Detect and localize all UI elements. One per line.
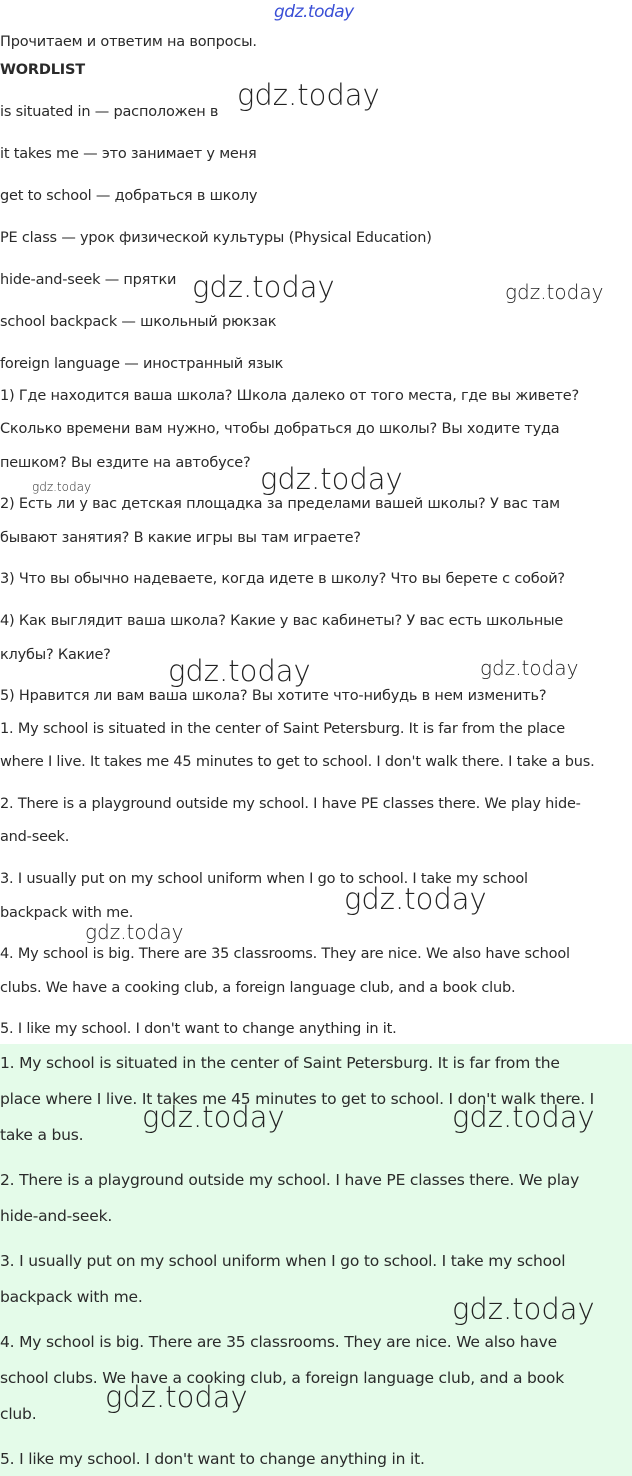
watermark: gdz.today bbox=[480, 656, 579, 680]
watermark: gdz.today bbox=[237, 78, 380, 112]
highlighted-answer-line: 4. My school is big. There are 35 classrooms. They are nice. We also have bbox=[0, 1333, 557, 1351]
answer-line: where I live. It takes me 45 minutes to get to school. I don't walk there. I take a bus. bbox=[0, 754, 595, 770]
watermark: gdz.today bbox=[452, 1292, 595, 1326]
answer-line: 2. There is a playground outside my school. I have PE classes there. We play hide- bbox=[0, 796, 581, 812]
watermark: gdz.today bbox=[32, 480, 92, 494]
watermark: gdz.today bbox=[260, 462, 403, 496]
wordlist-item: is situated in — расположен в bbox=[0, 104, 219, 120]
highlighted-answer-line: 5. I like my school. I don't want to change anything in it. bbox=[0, 1450, 425, 1468]
wordlist-item: school backpack — школьный рюкзак bbox=[0, 314, 277, 330]
answer-line: 4. My school is big. There are 35 classrooms. They are nice. We also have school bbox=[0, 946, 570, 962]
question-line: 3) Что вы обычно надеваете, когда идете в школу? Что вы берете с собой? bbox=[0, 571, 565, 587]
answer-line: backpack with me. bbox=[0, 905, 134, 921]
watermark: gdz.today bbox=[168, 654, 311, 688]
highlighted-answer-line: place where I live. It takes me 45 minutes to get to school. I don't walk there. I bbox=[0, 1090, 595, 1108]
watermark: gdz.today bbox=[344, 882, 487, 916]
watermark: gdz.today bbox=[142, 1100, 285, 1134]
wordlist-item: hide-and-seek — прятки bbox=[0, 272, 177, 288]
highlighted-answer-line: 2. There is a playground outside my school. I have PE classes there. We play bbox=[0, 1171, 580, 1189]
answer-line: 1. My school is situated in the center of Saint Petersburg. It is far from the place bbox=[0, 721, 565, 737]
wordlist-item: it takes me — это занимает у меня bbox=[0, 146, 257, 162]
wordlist-item: get to school — добраться в школу bbox=[0, 188, 258, 204]
watermark: gdz.today bbox=[85, 920, 184, 944]
wordlist-item: PE class — урок физической культуры (Physical Education) bbox=[0, 230, 432, 246]
highlighted-answer-line: backpack with me. bbox=[0, 1288, 143, 1306]
watermark: gdz.today bbox=[505, 280, 604, 304]
wordlist-item: foreign language — иностранный язык bbox=[0, 356, 284, 372]
highlighted-answer-line: take a bus. bbox=[0, 1126, 84, 1144]
intro-text: Прочитаем и ответим на вопросы. bbox=[0, 34, 257, 50]
site-logo: gdz.today bbox=[274, 2, 354, 22]
question-line: Сколько времени вам нужно, чтобы добраться до школы? Вы ходите туда bbox=[0, 421, 560, 437]
answer-line: clubs. We have a cooking club, a foreign language club, and a book club. bbox=[0, 980, 516, 996]
watermark: gdz.today bbox=[105, 1380, 248, 1414]
watermark: gdz.today bbox=[192, 270, 335, 304]
question-line: 2) Есть ли у вас детская площадка за пределами вашей школы? У вас там bbox=[0, 496, 560, 512]
question-line: клубы? Какие? bbox=[0, 647, 111, 663]
question-line: 1) Где находится ваша школа? Школа далеко от того места, где вы живете? bbox=[0, 388, 580, 404]
highlighted-answer-line: club. bbox=[0, 1405, 37, 1423]
answer-line: 3. I usually put on my school uniform when I go to school. I take my school bbox=[0, 871, 528, 887]
highlighted-answer-line: 3. I usually put on my school uniform when I go to school. I take my school bbox=[0, 1252, 566, 1270]
watermark: gdz.today bbox=[452, 1100, 595, 1134]
wordlist-title: WORDLIST bbox=[0, 62, 85, 78]
answer-line: and-seek. bbox=[0, 829, 70, 845]
question-line: 4) Как выглядит ваша школа? Какие у вас кабинеты? У вас есть школьные bbox=[0, 613, 564, 629]
question-line: бывают занятия? В какие игры вы там играете? bbox=[0, 530, 361, 546]
highlighted-answer-line: school clubs. We have a cooking club, a foreign language club, and a book bbox=[0, 1369, 564, 1387]
question-line: пешком? Вы ездите на автобусе? bbox=[0, 455, 251, 471]
question-line: 5) Нравится ли вам ваша школа? Вы хотите что-нибудь в нем изменить? bbox=[0, 688, 547, 704]
highlighted-answer-line: hide-and-seek. bbox=[0, 1207, 113, 1225]
answer-line: 5. I like my school. I don't want to change anything in it. bbox=[0, 1021, 397, 1037]
highlighted-answer-line: 1. My school is situated in the center of Saint Petersburg. It is far from the bbox=[0, 1054, 560, 1072]
